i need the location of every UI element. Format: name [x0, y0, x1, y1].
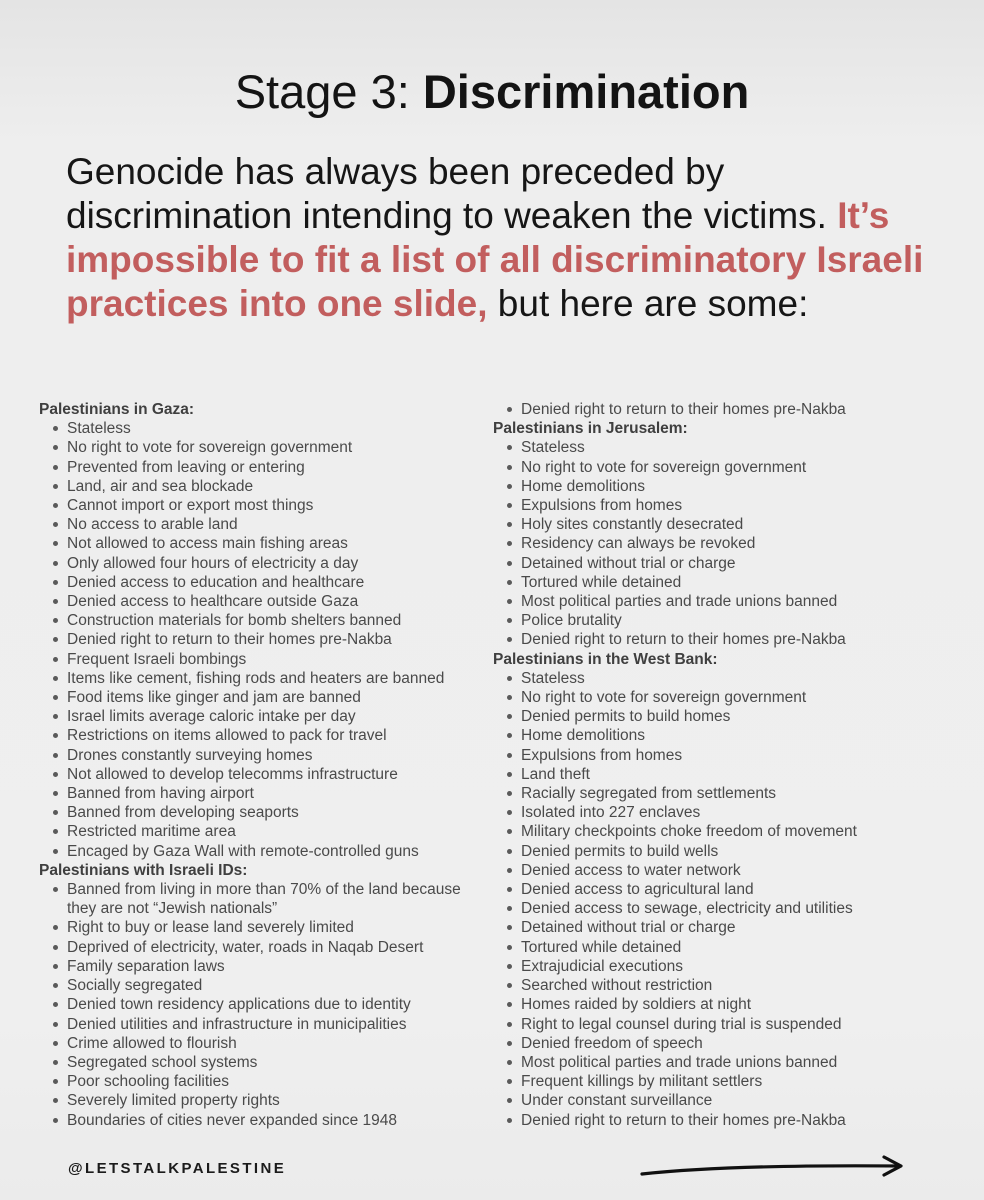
list-item: Deprived of electricity, water, roads in Naqab Desert	[39, 938, 489, 957]
section-title: Palestinians in Gaza:	[39, 401, 195, 418]
section-title: Palestinians in the West Bank:	[493, 650, 718, 668]
list-item: Denied access to sewage, electricity and utilities	[493, 899, 963, 918]
list-item: Frequent killings by militant settlers	[493, 1072, 963, 1091]
list-item: Restrictions on items allowed to pack for travel	[39, 726, 489, 745]
intro-text-1: Genocide has always been preceded by discrimination intending to weaken the victims.	[66, 151, 838, 236]
list-item: No right to vote for sovereign government	[39, 438, 489, 457]
list-item: Denied freedom of speech	[493, 1034, 963, 1053]
list-item: Banned from living in more than 70% of the land because they are not “Jewish nationals”	[39, 880, 489, 918]
list-item: Detained without trial or charge	[493, 918, 963, 937]
page-title	[0, 64, 984, 120]
list-item: Restricted maritime area	[39, 822, 489, 841]
list-item: Only allowed four hours of electricity a day	[39, 554, 489, 573]
list-item: Socially segregated	[39, 976, 489, 995]
footer-handle: @LETSTALKPALESTINE	[68, 1160, 287, 1177]
list-item: Denied right to return to their homes pre-Nakba	[493, 1111, 963, 1130]
list-item: Stateless	[39, 419, 489, 438]
list-item: Under constant surveillance	[493, 1091, 963, 1110]
list-item: Land theft	[493, 765, 963, 784]
list-item: Frequent Israeli bombings	[39, 650, 489, 669]
list-item: Most political parties and trade unions banned	[493, 1053, 963, 1072]
list-item: Israel limits average caloric intake per day	[39, 707, 489, 726]
section-title: Palestinians with Israeli IDs:	[39, 861, 248, 879]
bullet-list	[493, 669, 963, 1130]
list-item: No right to vote for sovereign government	[493, 688, 963, 707]
list-item: Tortured while detained	[493, 938, 963, 957]
list-item: Food items like ginger and jam are banned	[39, 688, 489, 707]
list-item: Banned from having airport	[39, 784, 489, 803]
list-item: Right to buy or lease land severely limited	[39, 918, 489, 937]
list-item: Right to legal counsel during trial is suspended	[493, 1015, 963, 1034]
list-item: Denied access to water network	[493, 861, 963, 880]
intro-text-2: but here are some:	[487, 283, 809, 324]
list-item: Racially segregated from settlements	[493, 784, 963, 803]
list-item: Construction materials for bomb shelters banned	[39, 611, 489, 630]
list-item: Military checkpoints choke freedom of movement	[493, 822, 963, 841]
list-item: Denied right to return to their homes pre-Nakba	[493, 630, 963, 649]
list-item: Searched without restriction	[493, 976, 963, 995]
list-item: Home demolitions	[493, 477, 963, 496]
list-item: Denied permits to build wells	[493, 842, 963, 861]
list-item: Boundaries of cities never expanded since 1948	[39, 1111, 489, 1130]
list-item: Poor schooling facilities	[39, 1072, 489, 1091]
list-item: Expulsions from homes	[493, 496, 963, 515]
list-item: Not allowed to access main fishing areas	[39, 534, 489, 553]
list-item: Residency can always be revoked	[493, 534, 963, 553]
bullet-list	[493, 438, 963, 649]
intro-highlight: It’s impossible to fit a list of all discriminatory Israeli practices into one slide,	[66, 195, 924, 324]
list-item: No access to arable land	[39, 515, 489, 534]
intro-paragraph	[66, 150, 946, 326]
list-item: Police brutality	[493, 611, 963, 630]
list-item: Denied utilities and infrastructure in municipalities	[39, 1015, 489, 1034]
list-item: Extrajudicial executions	[493, 957, 963, 976]
list-item: Stateless	[493, 669, 963, 688]
list-item: Holy sites constantly desecrated	[493, 515, 963, 534]
section-title: Palestinians in Jerusalem:	[493, 420, 688, 438]
list-item: Denied permits to build homes	[493, 707, 963, 726]
bullet-list	[39, 419, 489, 861]
right-column	[493, 400, 963, 1130]
list-item: Cannot import or export most things	[39, 496, 489, 515]
list-item: Drones constantly surveying homes	[39, 746, 489, 765]
list-item: Homes raided by soldiers at night	[493, 995, 963, 1014]
list-item: No right to vote for sovereign government	[493, 458, 963, 477]
list-item: Not allowed to develop telecomms infrastructure	[39, 765, 489, 784]
list-item: Stateless	[493, 438, 963, 457]
title-prefix: Stage 3:	[234, 65, 423, 118]
list-item: Denied access to agricultural land	[493, 880, 963, 899]
list-item: Denied access to healthcare outside Gaza	[39, 592, 489, 611]
left-column	[39, 400, 489, 1130]
list-item: Segregated school systems	[39, 1053, 489, 1072]
list-item: Denied right to return to their homes pre-Nakba	[39, 630, 489, 649]
list-item: Family separation laws	[39, 957, 489, 976]
list-item: Expulsions from homes	[493, 746, 963, 765]
bullet-list	[493, 400, 963, 419]
list-item: Most political parties and trade unions banned	[493, 592, 963, 611]
list-item: Isolated into 227 enclaves	[493, 803, 963, 822]
list-item: Denied access to education and healthcare	[39, 573, 489, 592]
list-item: Items like cement, fishing rods and heaters are banned	[39, 669, 489, 688]
long-right-arrow-icon	[638, 1148, 908, 1186]
list-item: Home demolitions	[493, 726, 963, 745]
list-item: Banned from developing seaports	[39, 803, 489, 822]
bullet-list	[39, 880, 489, 1130]
list-item: Denied town residency applications due to identity	[39, 995, 489, 1014]
list-item: Denied right to return to their homes pre-Nakba	[493, 400, 963, 419]
list-item: Tortured while detained	[493, 573, 963, 592]
list-item: Land, air and sea blockade	[39, 477, 489, 496]
list-item: Encaged by Gaza Wall with remote-controlled guns	[39, 842, 489, 861]
list-item: Severely limited property rights	[39, 1091, 489, 1110]
list-item: Crime allowed to flourish	[39, 1034, 489, 1053]
list-item: Prevented from leaving or entering	[39, 458, 489, 477]
list-item: Detained without trial or charge	[493, 554, 963, 573]
title-bold: Discrimination	[422, 65, 750, 118]
